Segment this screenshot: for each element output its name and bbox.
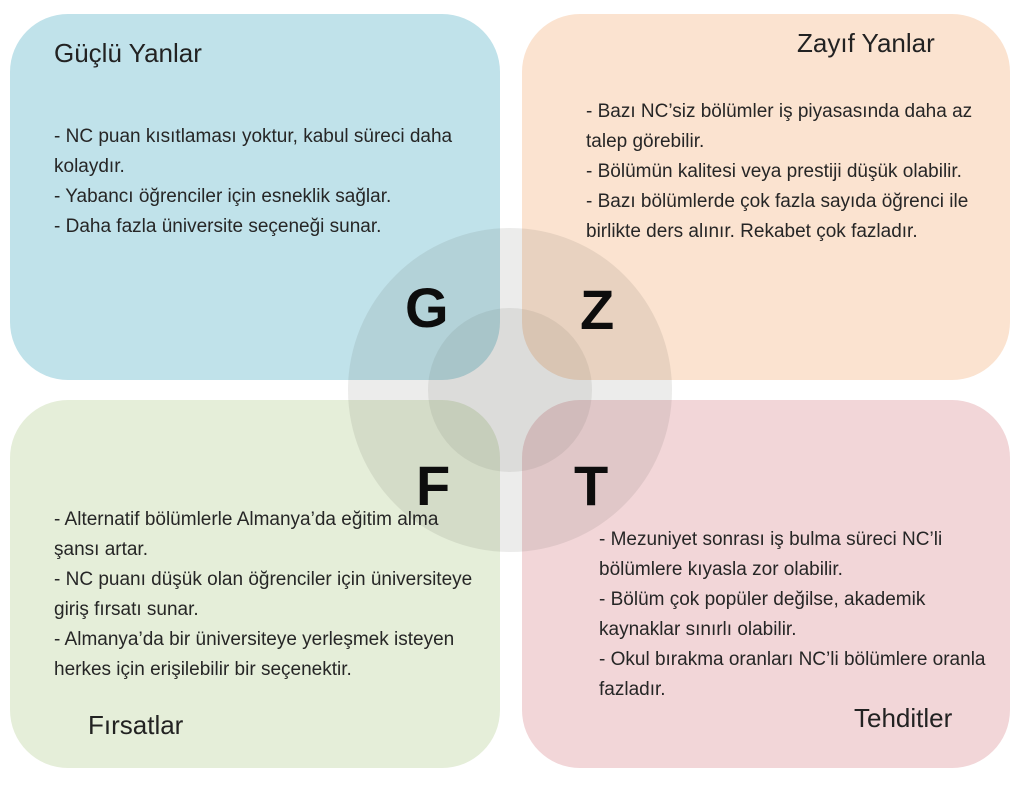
threats-title: Tehditler bbox=[854, 703, 953, 733]
strengths-letter: G bbox=[405, 276, 449, 339]
weaknesses-letter: Z bbox=[580, 278, 615, 341]
opportunities-title: Fırsatlar bbox=[88, 710, 184, 740]
opportunities-letter: F bbox=[416, 454, 451, 517]
weaknesses-title: Zayıf Yanlar bbox=[797, 28, 935, 58]
threats-letter: T bbox=[574, 454, 609, 517]
threats-item: - Okul bırakma oranları NC’li bölümlere oranla fazladır. bbox=[599, 649, 986, 700]
weaknesses-item: - Bazı NC’siz bölümler iş piyasasında daha az talep görebilir. bbox=[586, 101, 973, 152]
opportunities-item: - Almanya’da bir üniversiteye yerleşmek isteyen herkes için erişilebilir bir seçenektir. bbox=[54, 629, 455, 680]
strengths-title: Güçlü Yanlar bbox=[54, 38, 202, 68]
weaknesses-item: - Bazı bölümlerde çok fazla sayıda öğrenci ile birlikte ders alınır. Rekabet çok fazladır. bbox=[586, 191, 969, 242]
threats-list bbox=[599, 525, 989, 705]
weaknesses-item: - Bölümün kalitesi veya prestiji düşük olabilir. bbox=[586, 161, 962, 182]
weaknesses-list bbox=[586, 97, 996, 247]
strengths-item: - NC puan kısıtlaması yoktur, kabul süreci daha kolaydır. bbox=[54, 126, 453, 177]
strengths-item: - Yabancı öğrenciler için esneklik sağlar. bbox=[54, 186, 392, 207]
threats-item: - Mezuniyet sonrası iş bulma süreci NC’li bölümlere kıyasla zor olabilir. bbox=[599, 529, 943, 580]
strengths-list bbox=[54, 122, 464, 242]
opportunities-item: - NC puanı düşük olan öğrenciler için üniversiteye giriş fırsatı sunar. bbox=[54, 569, 473, 620]
opportunities-list bbox=[54, 505, 474, 685]
threats-item: - Bölüm çok popüler değilse, akademik kaynaklar sınırlı olabilir. bbox=[599, 589, 926, 640]
strengths-item: - Daha fazla üniversite seçeneği sunar. bbox=[54, 216, 382, 237]
opportunities-item: - Alternatif bölümlerle Almanya’da eğitim alma şansı artar. bbox=[54, 509, 439, 560]
